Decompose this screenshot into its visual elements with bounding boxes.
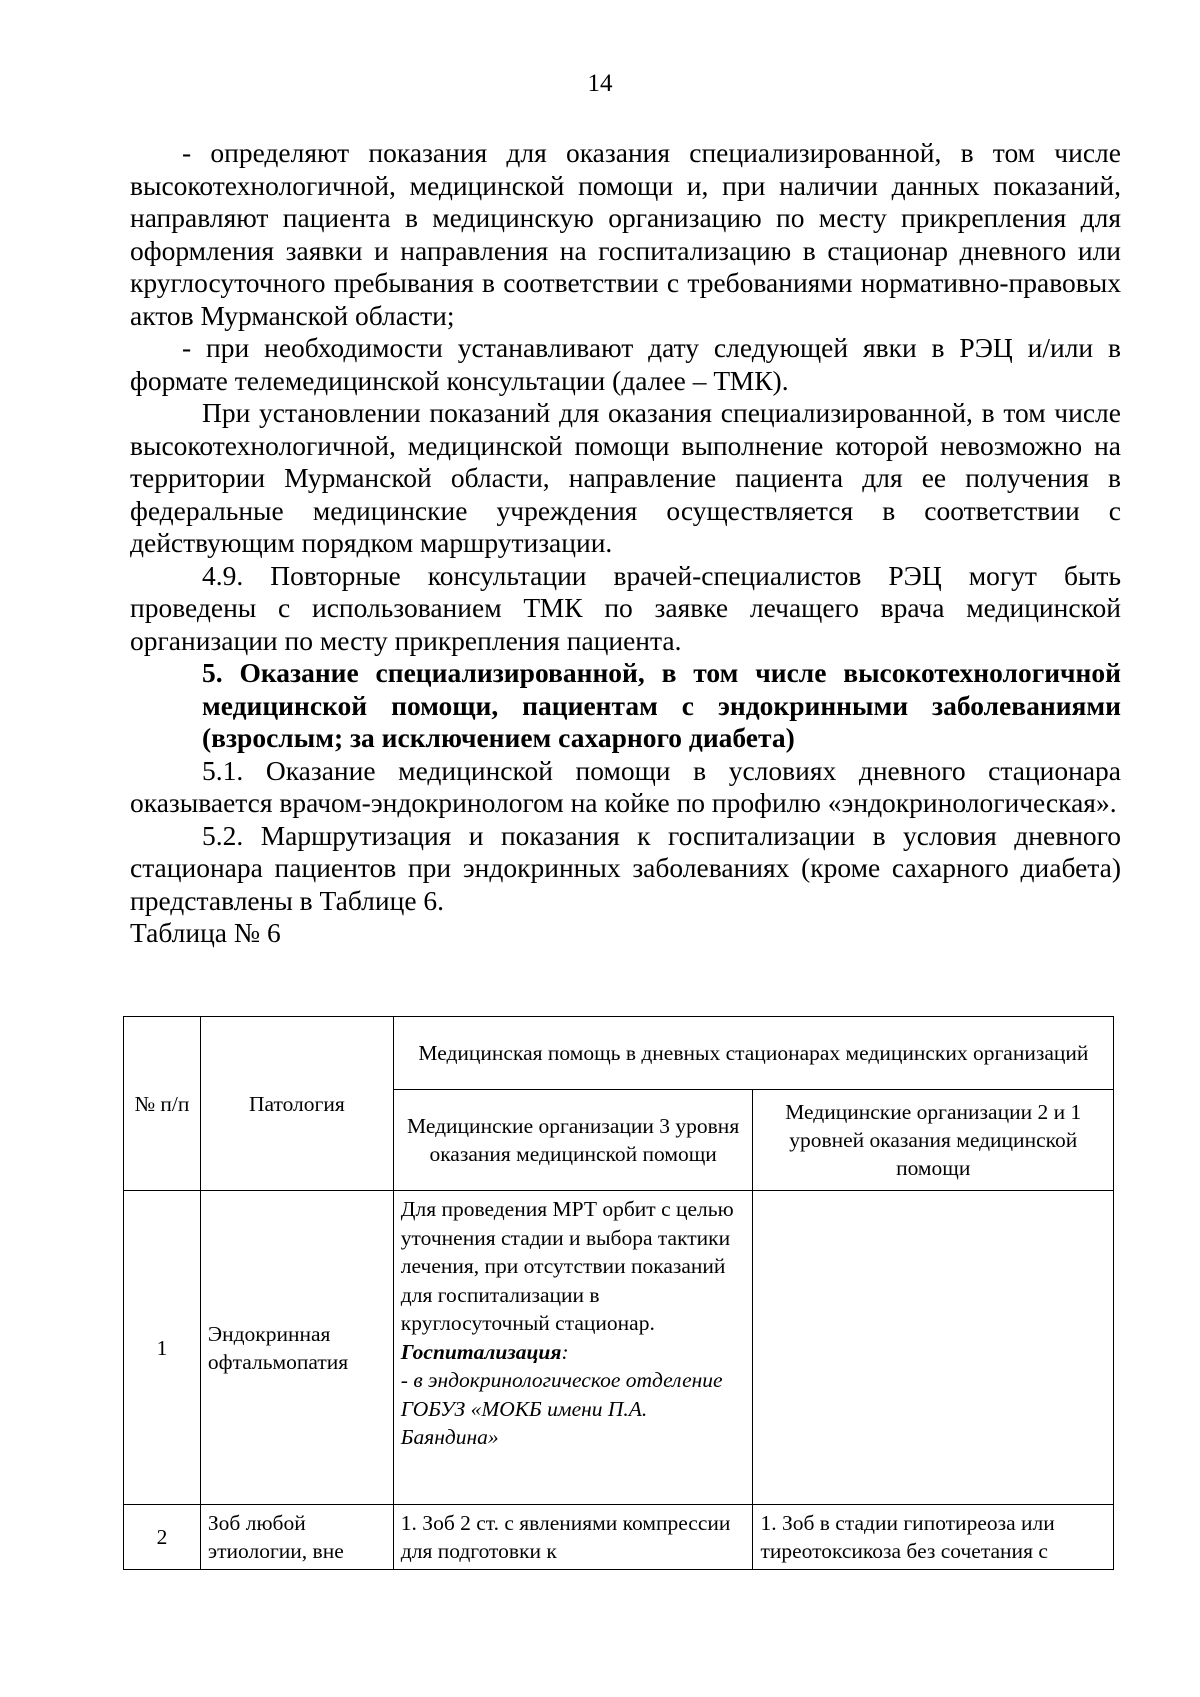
- row-num: 2: [124, 1505, 201, 1570]
- row-pathology: Эндокринная офтальмопатия: [200, 1191, 393, 1505]
- header-level3: Медицинские организации 3 уровня оказания медицинской помощи: [393, 1090, 753, 1191]
- header-level21: Медицинские организации 2 и 1 уровней оказания медицинской помощи: [753, 1090, 1114, 1191]
- row-level3: [393, 1191, 753, 1505]
- header-num: № п/п: [124, 1017, 201, 1191]
- page-number: 14: [587, 70, 613, 97]
- header-group: Медицинская помощь в дневных стационарах медицинских организаций: [393, 1017, 1113, 1090]
- table-caption: Таблица № 6: [130, 917, 281, 948]
- row-level3: 1. Зоб 2 ст. с явлениями компрессии для подготовки к: [393, 1505, 753, 1570]
- table-row: [124, 1505, 1114, 1570]
- paragraph: 5.2. Маршрутизация и показания к госпитализации в условия дневного стационара пациентов при эндокринных заболеваниях (кроме сахарного диабета) представлены в Таблице 6.: [130, 819, 1121, 916]
- paragraph: - определяют показания для оказания специализированной, в том числе высокотехнологичной, медицинской помощи и, при наличии данных показаний, направляют пациента в медицинскую организацию по месту прикрепления для оформления заявки и направления на госпитализацию в стационар дневного или круглосуточного пребывания в соответствии с требованиями нормативно-правовых актов Мурманской области;: [130, 137, 1121, 331]
- row-level21: [753, 1191, 1114, 1505]
- paragraph: - при необходимости устанавливают дату следующей явки в РЭЦ и/или в формате телемедицинской консультации (далее – ТМК).: [130, 332, 1121, 396]
- hospitalization-destination: - в эндокринологическое отделение ГОБУЗ «МОКБ имени П.А. Баяндина»: [400, 1368, 723, 1449]
- paragraph: 5.1. Оказание медицинской помощи в условиях дневного стационара оказывается врачом-эндокринологом на койке по профилю «эндокринологическая».: [130, 754, 1121, 818]
- header-pathology: Патология: [200, 1017, 393, 1191]
- hospitalization-colon: :: [561, 1339, 569, 1364]
- routing-table: [123, 1016, 1114, 1570]
- row-num: 1: [124, 1191, 201, 1505]
- paragraph: При установлении показаний для оказания специализированной, в том числе высокотехнологичной, медицинской помощи выполнение которой невозможно на территории Мурманской области, направление пациента для ее получения в федеральные медицинские учреждения осуществляется в соответствии с действующим порядком маршрутизации.: [130, 397, 1121, 558]
- row-level21: 1. Зоб в стадии гипотиреоза или тиреотоксикоза без сочетания с: [753, 1505, 1114, 1570]
- document-body: [130, 137, 1121, 950]
- hospitalization-label: Госпитализация: [400, 1339, 562, 1364]
- table-row: [124, 1191, 1114, 1505]
- row-pathology: Зоб любой этиологии, вне: [200, 1505, 393, 1570]
- section-heading: 5. Оказание специализированной, в том числе высокотехнологичной медицинской помощи, пациентам с эндокринными заболеваниями (взрослым; за исключением сахарного диабета): [202, 657, 1121, 753]
- paragraph: 4.9. Повторные консультации врачей-специалистов РЭЦ могут быть проведены с использованием ТМК по заявке лечащего врача медицинской организации по месту прикрепления пациента.: [130, 559, 1121, 656]
- table-header-row: [124, 1017, 1114, 1090]
- level3-text: Для проведения МРТ орбит с целью уточнения стадии и выбора тактики лечения, при отсутствии показаний для госпитализации в круглосуточный стационар.: [400, 1197, 734, 1335]
